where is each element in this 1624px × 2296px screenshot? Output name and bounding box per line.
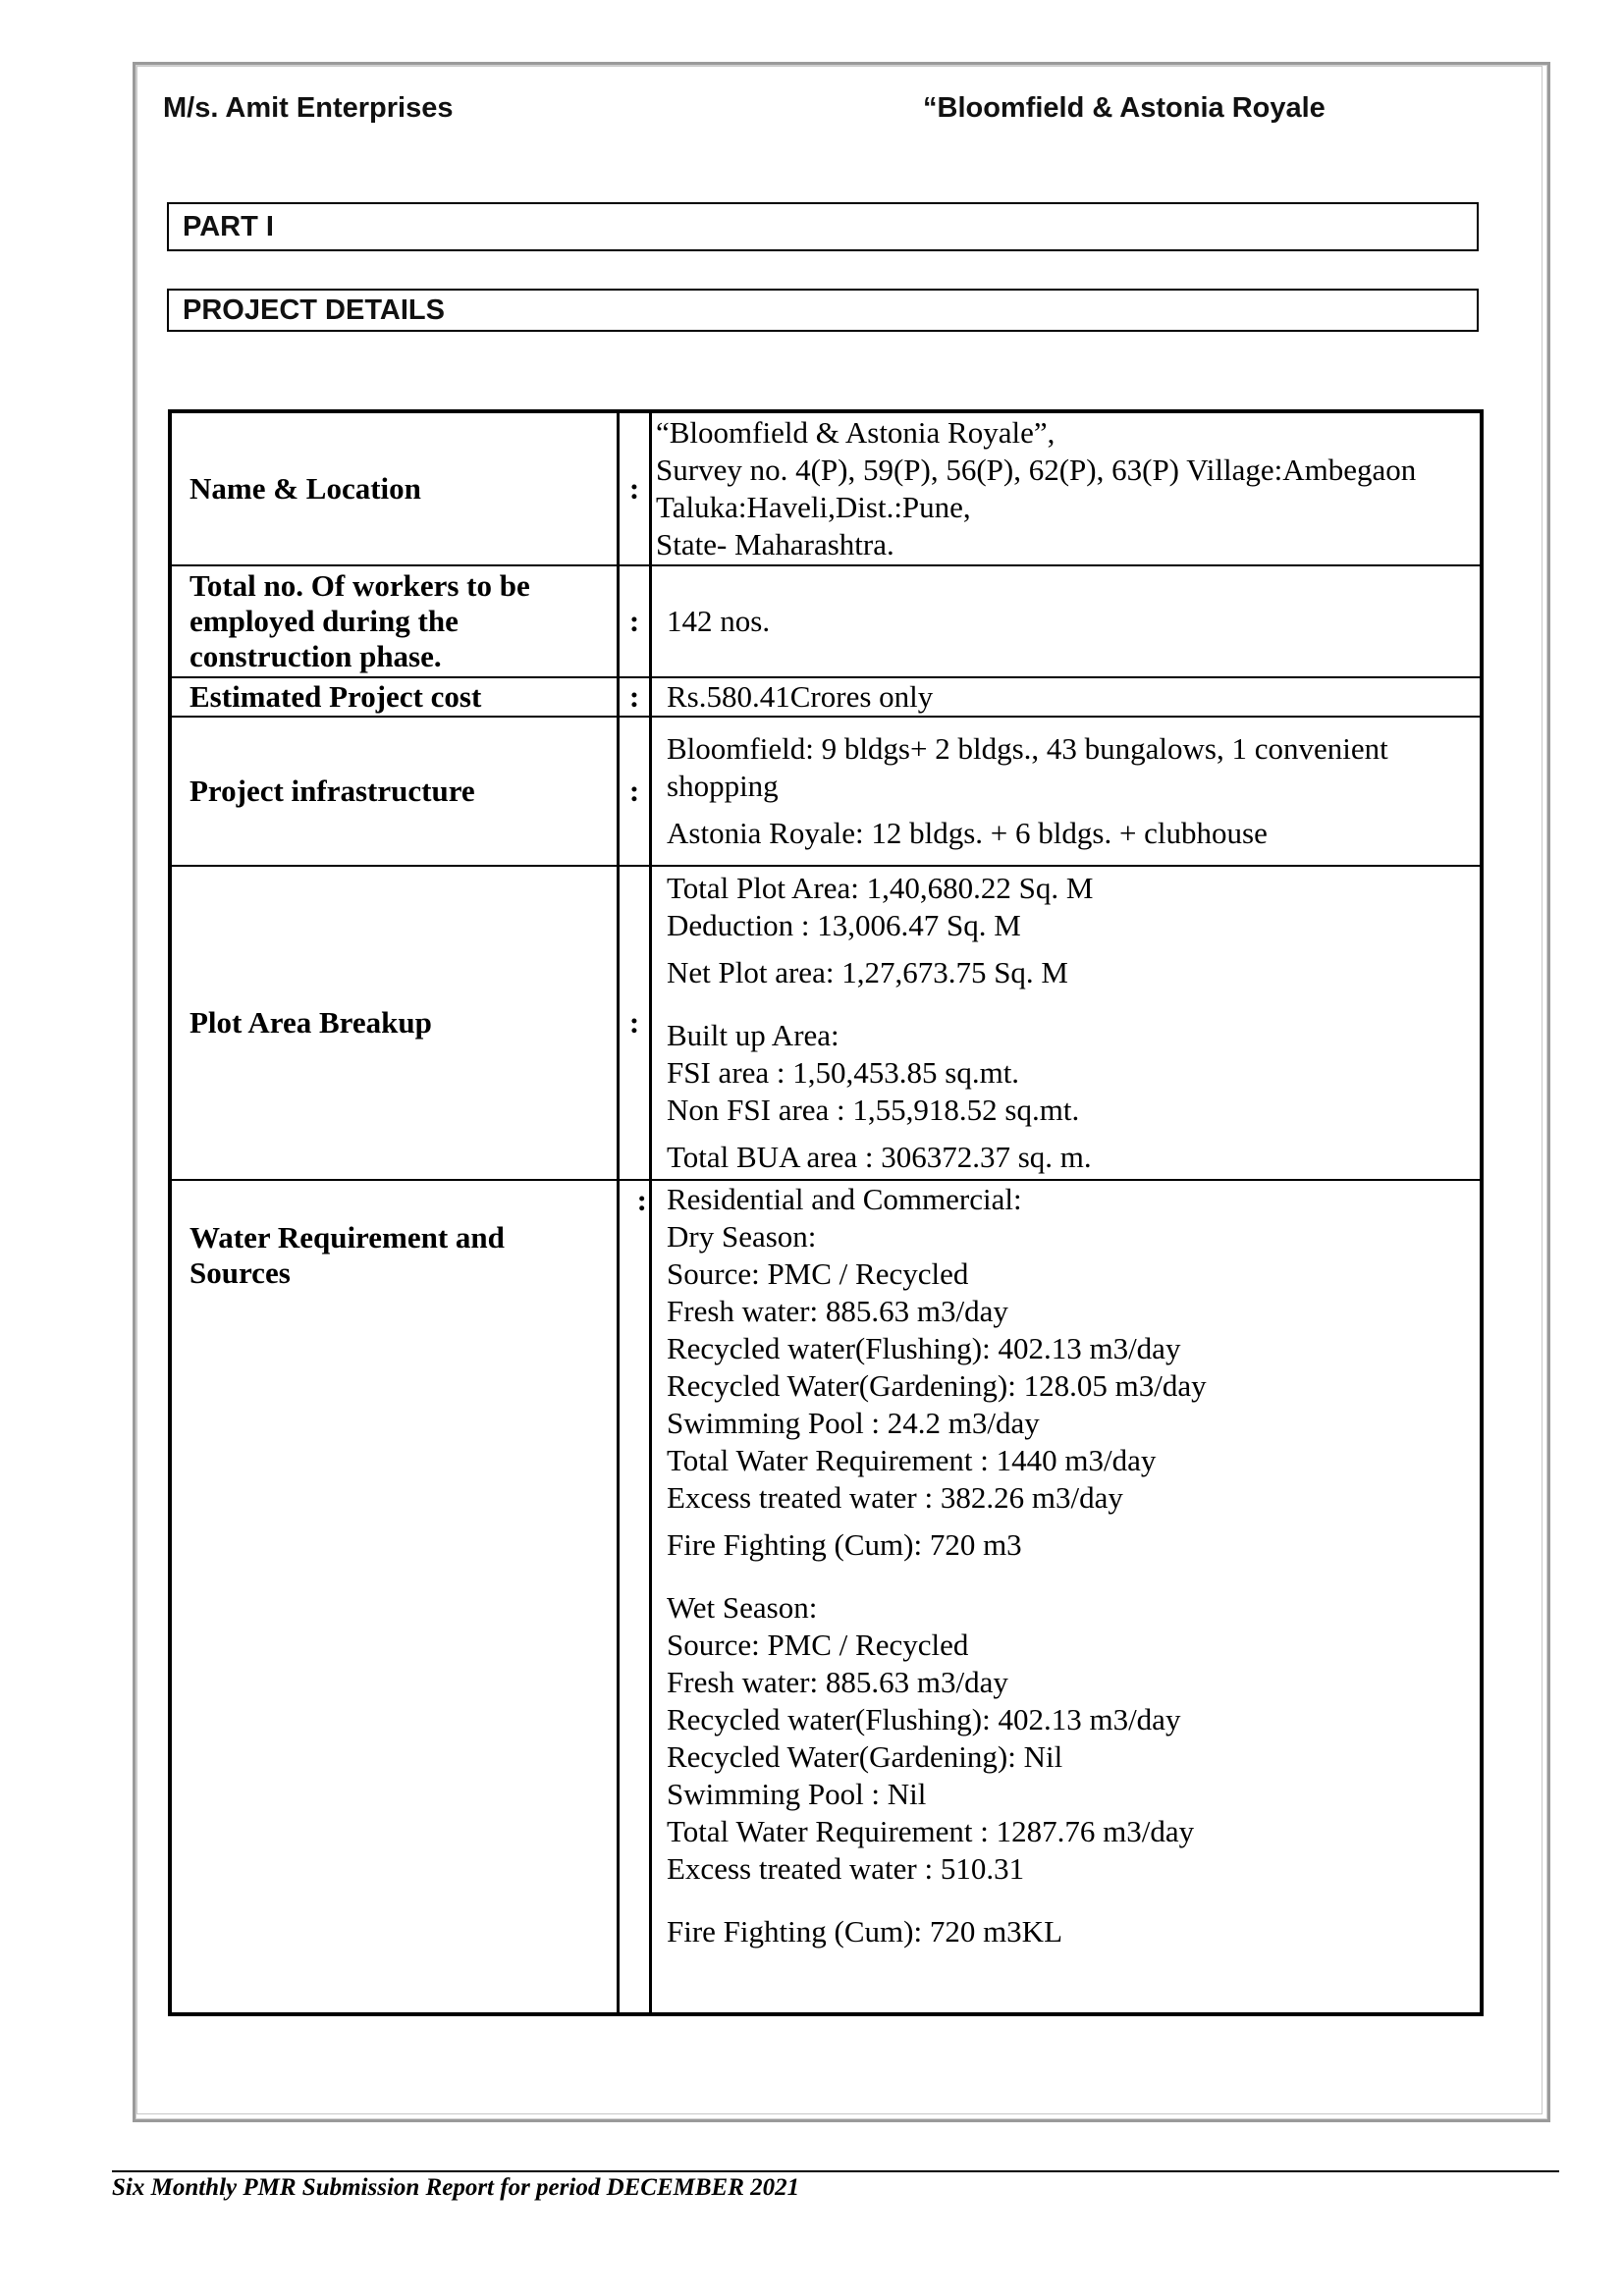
name-location-line: Taluka:Haveli,Dist.:Pune, <box>656 490 971 524</box>
infrastructure-line: Astonia Royale: 12 bldgs. + 6 bldgs. + clubhouse <box>667 816 1268 850</box>
footer-divider <box>112 2170 1559 2172</box>
label-water <box>170 1180 619 2014</box>
company-name: M/s. Amit Enterprises <box>163 92 454 124</box>
separator: : <box>619 866 651 1180</box>
plot-line: Deduction : 13,006.47 Sq. M <box>667 908 1021 942</box>
name-location-line: “Bloomfield & Astonia Royale”, <box>656 415 1056 450</box>
water-dry-line: Fresh water: 885.63 m3/day <box>667 1294 1008 1328</box>
water-dry-line: Residential and Commercial: <box>667 1182 1022 1216</box>
water-wet-line: Swimming Pool : Nil <box>667 1777 927 1811</box>
label-workers <box>170 565 619 677</box>
value-infrastructure <box>651 717 1483 866</box>
part-heading: PART I <box>167 202 1479 251</box>
value-water <box>651 1180 1483 2014</box>
table-row-water <box>170 1180 1482 2014</box>
project-details-table <box>168 409 1484 2016</box>
project-details-heading: PROJECT DETAILS <box>167 289 1479 332</box>
plot-line: Total BUA area : 306372.37 sq. m. <box>667 1140 1092 1174</box>
value-name-location <box>651 411 1483 565</box>
infrastructure-line: shopping <box>667 769 779 803</box>
table-row-workers <box>170 565 1482 677</box>
name-location-line: State- Maharashtra. <box>656 527 894 561</box>
value-workers: 142 nos. <box>651 565 1483 677</box>
water-wet-line: Wet Season: <box>667 1590 818 1625</box>
water-label-line: Water Requirement and <box>189 1220 505 1255</box>
table-row-infrastructure <box>170 717 1482 866</box>
plot-line: FSI area : 1,50,453.85 sq.mt. <box>667 1055 1020 1090</box>
water-dry-line: Total Water Requirement : 1440 m3/day <box>667 1443 1157 1477</box>
footer-text: Six Monthly PMR Submission Report for period DECEMBER 2021 <box>112 2174 800 2201</box>
water-dry-line: Source: PMC / Recycled <box>667 1256 969 1291</box>
water-wet-line: Fresh water: 885.63 m3/day <box>667 1665 1008 1699</box>
table-row-name-location <box>170 411 1482 565</box>
label-name-location: Name & Location <box>170 411 619 565</box>
value-cost: Rs.580.41Crores only <box>651 677 1483 717</box>
infrastructure-line: Bloomfield: 9 bldgs+ 2 bldgs., 43 bungalows, 1 convenient <box>667 731 1388 766</box>
project-name-header: “Bloomfield & Astonia Royale <box>923 92 1326 124</box>
workers-label-line: Total no. Of workers to be <box>189 568 530 603</box>
separator: : <box>619 717 651 866</box>
water-dry-line: Swimming Pool : 24.2 m3/day <box>667 1406 1040 1440</box>
water-dry-line: Recycled water(Flushing): 402.13 m3/day <box>667 1331 1181 1365</box>
separator: : <box>619 565 651 677</box>
water-wet-line: Recycled Water(Gardening): Nil <box>667 1739 1063 1774</box>
plot-line: Non FSI area : 1,55,918.52 sq.mt. <box>667 1093 1080 1127</box>
label-cost: Estimated Project cost <box>170 677 619 717</box>
water-wet-line: Excess treated water : 510.31 <box>667 1851 1025 1886</box>
plot-line: Built up Area: <box>667 1018 839 1052</box>
water-wet-fire: Fire Fighting (Cum): 720 m3KL <box>667 1914 1062 1949</box>
plot-line: Total Plot Area: 1,40,680.22 Sq. M <box>667 871 1094 905</box>
label-infrastructure: Project infrastructure <box>170 717 619 866</box>
water-wet-line: Recycled water(Flushing): 402.13 m3/day <box>667 1702 1181 1736</box>
water-dry-line: Recycled Water(Gardening): 128.05 m3/day <box>667 1368 1207 1403</box>
water-label-line: Sources <box>189 1255 291 1290</box>
name-location-line: Survey no. 4(P), 59(P), 56(P), 62(P), 63(P) Village:Ambegaon <box>656 453 1417 487</box>
label-plot-area: Plot Area Breakup <box>170 866 619 1180</box>
water-dry-line: Excess treated water : 382.26 m3/day <box>667 1480 1123 1515</box>
table-row-plot-area <box>170 866 1482 1180</box>
water-dry-line: Dry Season: <box>667 1219 817 1254</box>
separator: : <box>619 1180 651 2014</box>
workers-label-line: employed during the <box>189 604 459 638</box>
plot-line: Net Plot area: 1,27,673.75 Sq. M <box>667 955 1068 989</box>
table-row-cost <box>170 677 1482 717</box>
water-dry-fire: Fire Fighting (Cum): 720 m3 <box>667 1527 1022 1562</box>
workers-label-line: construction phase. <box>189 639 442 673</box>
separator: : <box>619 677 651 717</box>
water-wet-line: Source: PMC / Recycled <box>667 1628 969 1662</box>
value-plot-area <box>651 866 1483 1180</box>
separator: : <box>619 411 651 565</box>
water-wet-line: Total Water Requirement : 1287.76 m3/day <box>667 1814 1195 1848</box>
